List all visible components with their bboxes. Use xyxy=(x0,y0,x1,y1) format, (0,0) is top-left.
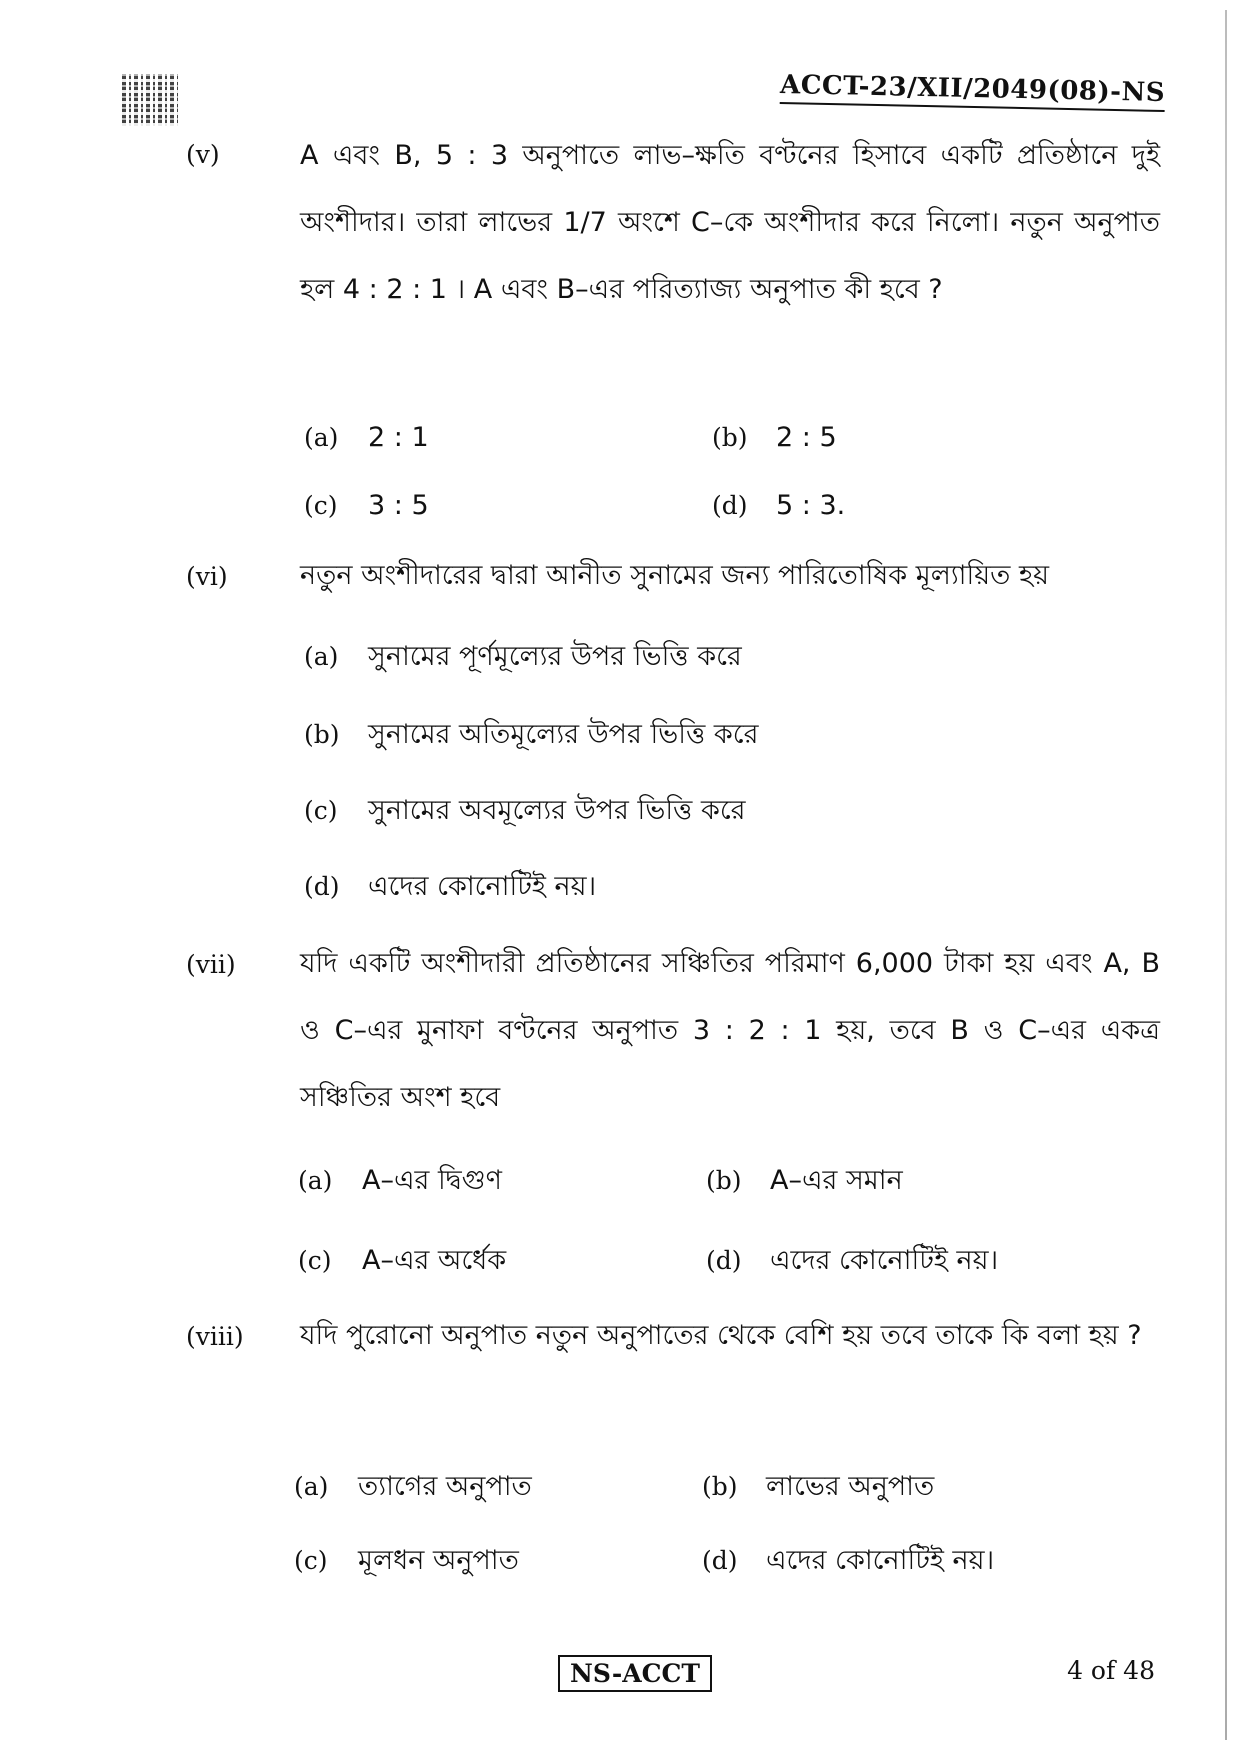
option-c: (c) A–এর অর্ধেক xyxy=(298,1245,507,1276)
option-d: (d) এদের কোনোটিই নয়। xyxy=(702,1545,995,1576)
option-b: (b) লাভের অনুপাত xyxy=(702,1471,935,1502)
option-a: (a) সুনামের পূর্ণমূল্যের উপর ভিত্তি করে xyxy=(304,641,742,672)
question-text: A এবং B, 5 : 3 অনুপাতে লাভ–ক্ষতি বণ্টনের হিসাবে একটি প্রতিষ্ঠানে দুই অংশীদার। তারা লাভের 1/7 অংশে C–কে অংশীদার করে নিলো। নতুন অনুপাত হল 4 : 2 : 1 । A এবং B–এর পরিত্যাজ্য অনুপাত কী হবে ? xyxy=(300,140,1160,305)
option-d: (d) এদের কোনোটিই নয়। xyxy=(304,871,597,902)
option-d: (d) এদের কোনোটিই নয়। xyxy=(706,1245,999,1276)
qr-code xyxy=(122,74,178,126)
page-number: 4 of 48 xyxy=(1067,1656,1155,1685)
option-c: (c) 3 : 5 xyxy=(304,490,429,521)
question-number: (viii) xyxy=(186,1322,244,1351)
question-number: (vii) xyxy=(186,950,236,979)
footer-series-box: NS-ACCT xyxy=(558,1655,712,1692)
question-text: যদি পুরোনো অনুপাত নতুন অনুপাতের থেকে বেশি হয় তবে তাকে কি বলা হয় ? xyxy=(300,1320,1142,1351)
option-b: (b) 2 : 5 xyxy=(712,422,837,453)
option-c: (c) সুনামের অবমূল্যের উপর ভিত্তি করে xyxy=(304,795,746,826)
paper-code: ACCT-23/XII/2049(08)-NS xyxy=(780,70,1166,112)
option-c: (c) মূলধন অনুপাত xyxy=(294,1545,519,1576)
question-text: নতুন অংশীদারের দ্বারা আনীত সুনামের জন্য পারিতোষিক মূল্যায়িত হয় xyxy=(300,560,1050,591)
option-a: (a) A–এর দ্বিগুণ xyxy=(298,1165,502,1196)
option-a: (a) 2 : 1 xyxy=(304,422,429,453)
option-d: (d) 5 : 3. xyxy=(712,490,846,521)
option-b: (b) A–এর সমান xyxy=(706,1165,903,1196)
question-text: যদি একটি অংশীদারী প্রতিষ্ঠানের সঞ্চিতির পরিমাণ 6,000 টাকা হয় এবং A, B ও C–এর মুনাফা বণ্টনের অনুপাত 3 : 2 : 1 হয়, তবে B ও C–এর একত্র সঞ্চিতির অংশ হবে xyxy=(300,948,1160,1113)
page-edge-shadow xyxy=(1225,10,1227,1740)
option-a: (a) ত্যাগের অনুপাত xyxy=(294,1471,532,1502)
option-b: (b) সুনামের অতিমূল্যের উপর ভিত্তি করে xyxy=(304,719,759,750)
question-number: (v) xyxy=(186,140,220,169)
question-number: (vi) xyxy=(186,562,228,591)
